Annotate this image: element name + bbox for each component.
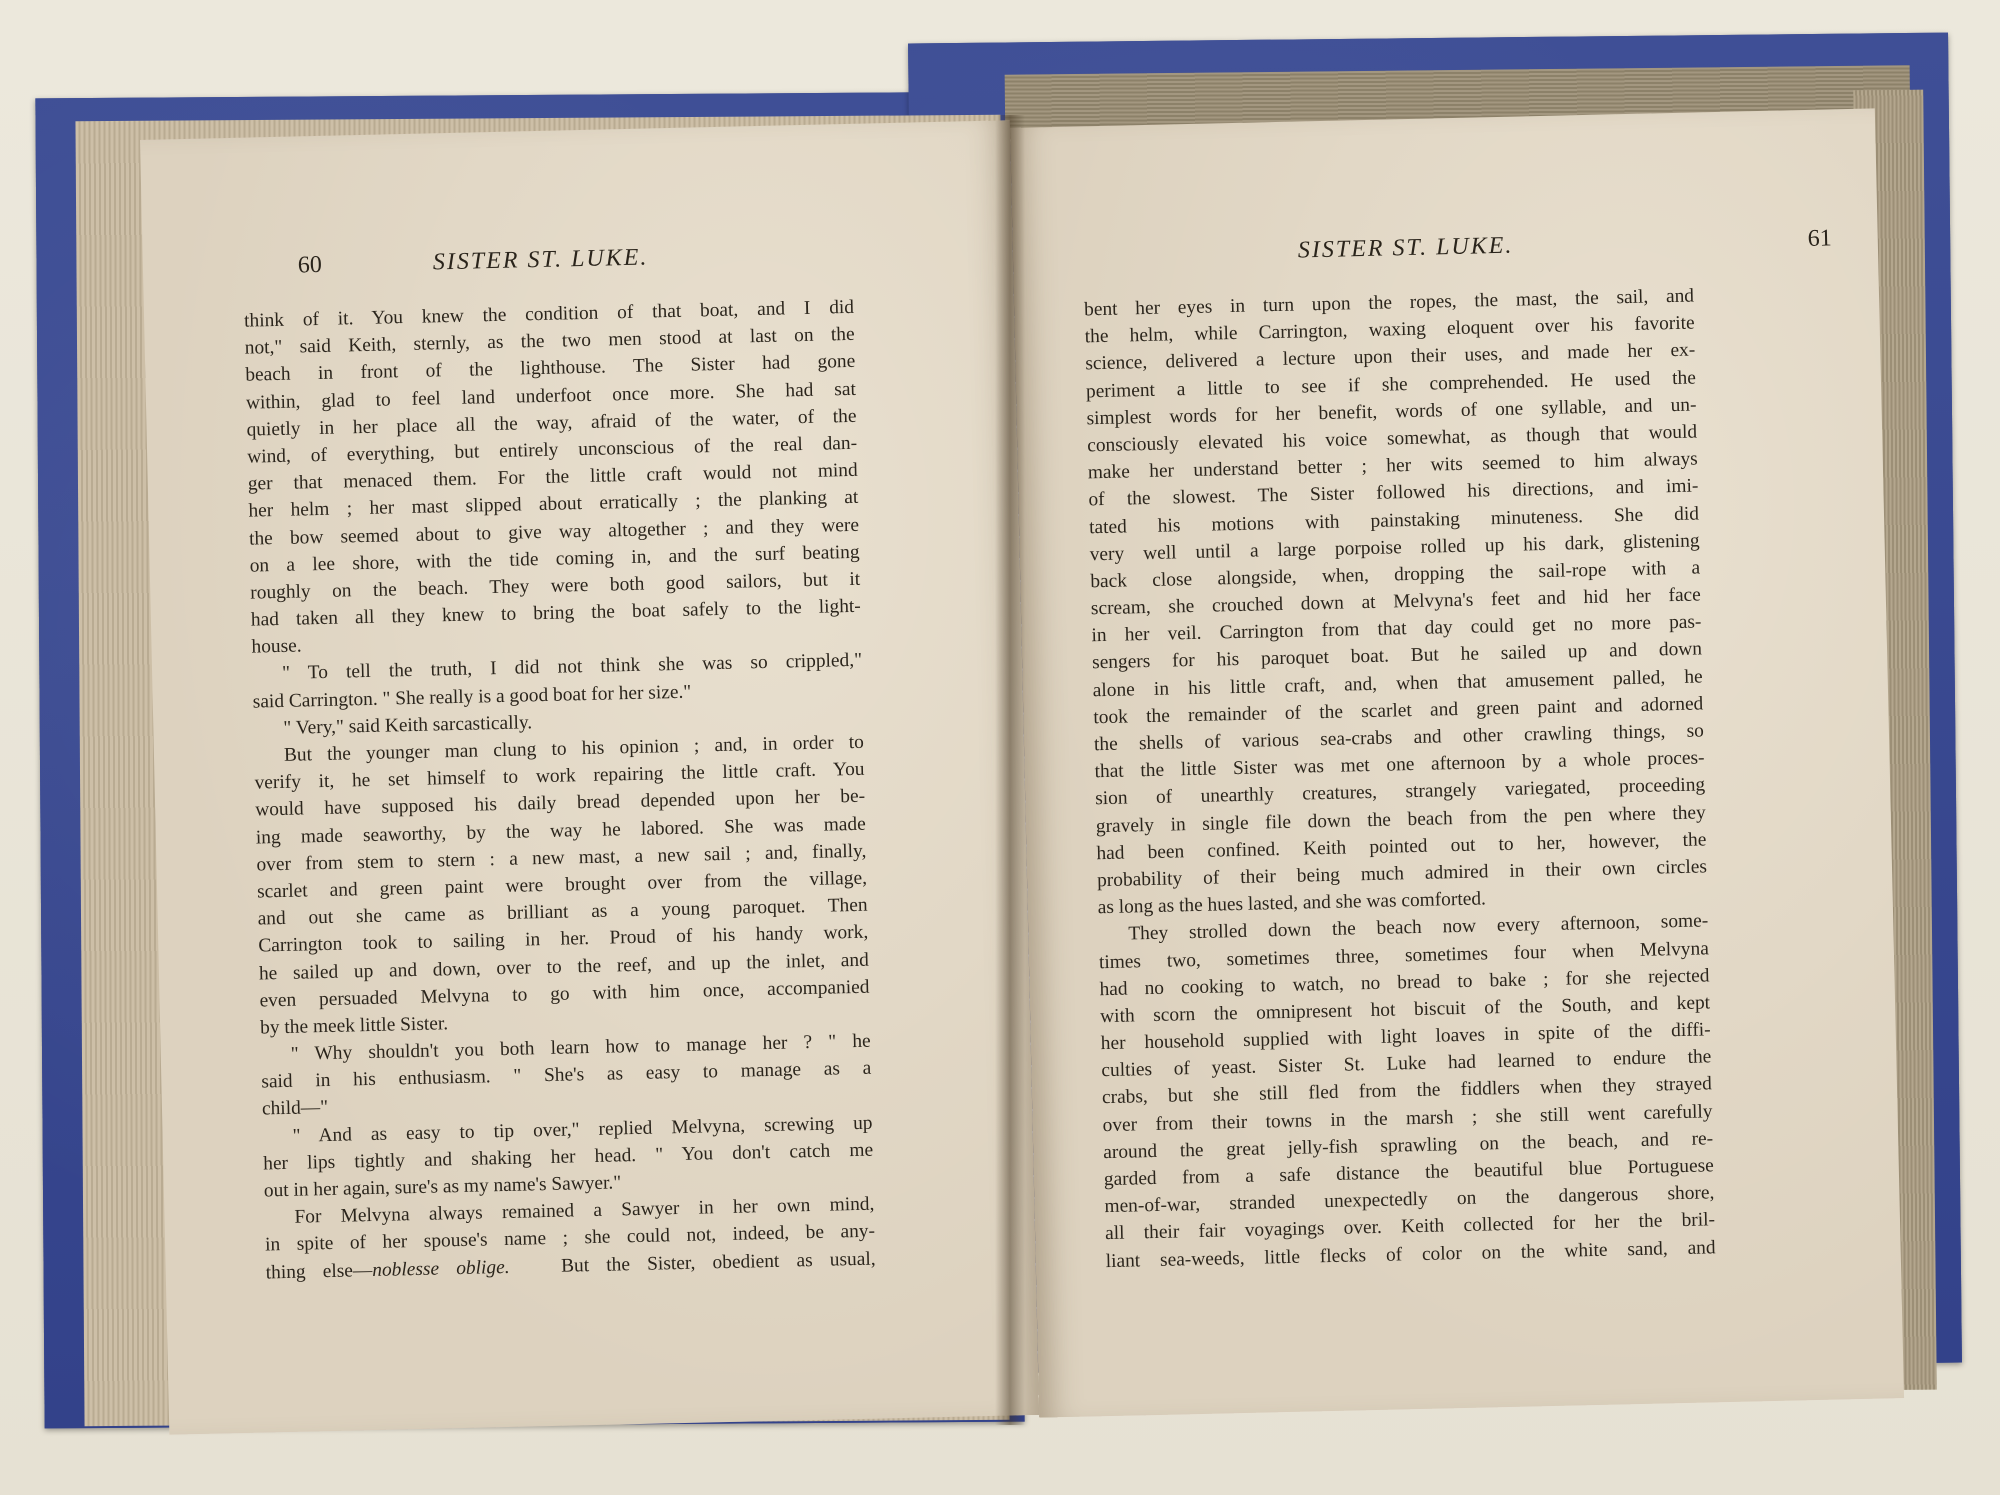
text-line: For Melvyna always remained a Sawyer in her own mind, (294, 1193, 875, 1228)
text-line: in spite of her spouse's name ; she could not, indeed, be any- (264, 1220, 876, 1256)
text-line: periment a little to see if she comprehended. He used the (1085, 367, 1697, 402)
text-line: of the slowest. The Sister followed his directions, and imi- (1088, 475, 1699, 511)
page-number: 61 (1807, 225, 1833, 252)
page-body (1084, 283, 1716, 1275)
text-line: think of it. You knew the condition of that boat, and I did (243, 296, 855, 332)
text-line: verify it, he set himself to work repairing the little craft. You (254, 758, 865, 794)
text-line: scream, she crouched down at Melvyna's feet and hid her face (1090, 584, 1702, 620)
text-line: her household supplied with light loaves in spite of the diffi- (1100, 1019, 1711, 1055)
text-line: with scorn the omnipresent hot biscuit of the South, and kept (1099, 992, 1711, 1028)
text-line: the bow seemed about to give way altogether ; and they were (248, 514, 860, 550)
text-line: " Very," said Keith sarcastically. (283, 712, 533, 739)
text-line: all their fair voyagings over. Keith collected for her the bril- (1104, 1209, 1716, 1245)
text-line: over from stem to stern : a new mast, a new sail ; and, finally, (256, 840, 867, 876)
text-line: bent her eyes in turn upon the ropes, the mast, the sail, and (1083, 285, 1695, 321)
text-line: house. (251, 635, 302, 658)
text-line: crabs, but she still fled from the fiddlers when they strayed (1101, 1073, 1713, 1109)
text-line: " And as easy to tip over," replied Melvyna, screwing up (292, 1112, 873, 1147)
text-line: simplest words for her benefit, words of one syllable, and un- (1086, 394, 1697, 430)
text-line: would have supposed his daily bread depended upon her be- (255, 786, 866, 821)
text-line: and out she came as brilliant as a young paroquet. Then (257, 894, 868, 930)
text-line: around the great jelly-fish sprawling on the beach, and re- (1103, 1128, 1714, 1163)
text-line: sion of unearthly creatures, strangely variegated, proceeding (1095, 774, 1706, 810)
text-line: ing made seaworthy, by the way he labored. She was made (255, 813, 866, 849)
text-line: not," said Keith, sternly, as the two men stood at last on the (244, 324, 855, 359)
text-line: " To tell the truth, I did not think she was so crippled," (281, 650, 863, 685)
text-segment: But the Sister, obedient as usual, (560, 1248, 876, 1277)
right-page (1010, 108, 1904, 1417)
text-line: Carrington took to sailing in her. Proud of his handy work, (258, 921, 869, 957)
text-line: child—" (261, 1097, 329, 1120)
text-line: in her veil. Carrington from that day could get no more pas- (1091, 611, 1702, 647)
page-body (244, 294, 876, 1286)
text-line: by the meek little Sister. (259, 1013, 449, 1039)
text-line: within, glad to feel land underfoot once more. She had sat (245, 378, 857, 414)
text-line: gravely in single file down the beach from the pen where they (1095, 801, 1706, 837)
text-line: the helm, while Carrington, waxing eloquent over his favorite (1084, 312, 1695, 348)
text-line: liant sea-weeds, little flecks of color on the white sand, and (1105, 1236, 1716, 1272)
text-line: as long as the hues lasted, and she was comforted. (1097, 888, 1487, 919)
italic-phrase: noblesse oblige. (372, 1256, 510, 1281)
text-line: alone in his little craft, and, when that amusement palled, he (1092, 666, 1703, 701)
text-line: over from their towns in the marsh ; she still went carefully (1102, 1100, 1713, 1136)
text-line: had taken all they knew to bring the boat safely to the light- (250, 595, 862, 631)
text-line: took the remainder of the scarlet and green paint and adorned (1093, 693, 1704, 729)
text-line: men-of-war, stranded unexpectedly on the dangerous shore, (1104, 1182, 1715, 1218)
text-line: the shells of various sea-crabs and other crawling things, so (1093, 720, 1705, 756)
text-line: times two, sometimes three, sometimes four when Melvyna (1098, 937, 1710, 973)
text-line: beach in front of the lighthouse. The Sister had gone (245, 351, 856, 387)
text-line: make her understand better ; her wits seemed to him always (1087, 448, 1698, 484)
book-gutter (995, 115, 1025, 1425)
text-line: even persuaded Melvyna to go with him once, accompanied (259, 976, 870, 1012)
text-line: roughly on the beach. They were both good sailors, but it (250, 568, 861, 604)
text-line: scarlet and green paint were brought over from the village, (256, 867, 868, 903)
text-line: back close alongside, when, dropping the sail-rope with a (1090, 557, 1701, 593)
text-line: had been confined. Keith pointed out to her, however, the (1096, 829, 1707, 864)
text-line: he sailed up and down, over to the reef, and up the inlet, and (258, 949, 870, 985)
text-line: sengers for his paroquet boat. But he sailed up and down (1091, 638, 1703, 674)
text-line: her lips tightly and shaking her head. " You don't catch me (263, 1139, 874, 1175)
text-line: said in his enthusiasm. " She's as easy to manage as a (261, 1057, 872, 1093)
left-page (140, 120, 1039, 1434)
running-head: SISTER ST. LUKE. (1297, 232, 1514, 264)
text-line: probability of their being much admired in their own circles (1096, 856, 1708, 892)
text-line: But the younger man clung to his opinion ; and, in order to (283, 731, 865, 766)
text-line: wind, of everything, but entirely unconscious of the real dan- (246, 432, 858, 468)
text-line: had no cooking to watch, no bread to bake ; for she rejected (1099, 965, 1710, 1000)
text-line: tated his motions with painstaking minuteness. She did (1088, 502, 1700, 538)
text-line: quietly in her place all the way, afraid of the water, of the (246, 405, 857, 441)
page-number: 60 (297, 251, 323, 279)
text-line: out in her again, sure's as my name's Sawyer." (263, 1172, 622, 1202)
text-line: that the little Sister was met one afternoon by a whole proces- (1094, 747, 1705, 783)
text-line: said Carrington. " She really is a good boat for her size." (252, 681, 692, 713)
text-line: science, delivered a lecture upon their uses, and made her ex- (1085, 339, 1696, 375)
text-line: garded from a safe distance the beautiful blue Portuguese (1103, 1155, 1714, 1191)
text-segment: thing else— (265, 1259, 373, 1283)
text-line: They strolled down the beach now every afternoon, some- (1128, 910, 1709, 945)
text-line: her helm ; her mast slipped about erratically ; the planking at (248, 487, 859, 522)
running-head: SISTER ST. LUKE. (432, 244, 649, 276)
text-line: consciously elevated his voice somewhat, as though that would (1086, 421, 1698, 457)
text-line: on a lee shore, with the tide coming in, and the surf beating (249, 541, 860, 577)
text-line: very well until a large porpoise rolled up his dark, glistening (1089, 530, 1700, 565)
text-line: " Why shouldn't you both learn how to manage her ? " he (290, 1030, 871, 1065)
text-line: ger that menaced them. For the little craft would not mind (247, 459, 858, 495)
text-line: culties of yeast. Sister St. Luke had learned to endure the (1101, 1046, 1712, 1082)
